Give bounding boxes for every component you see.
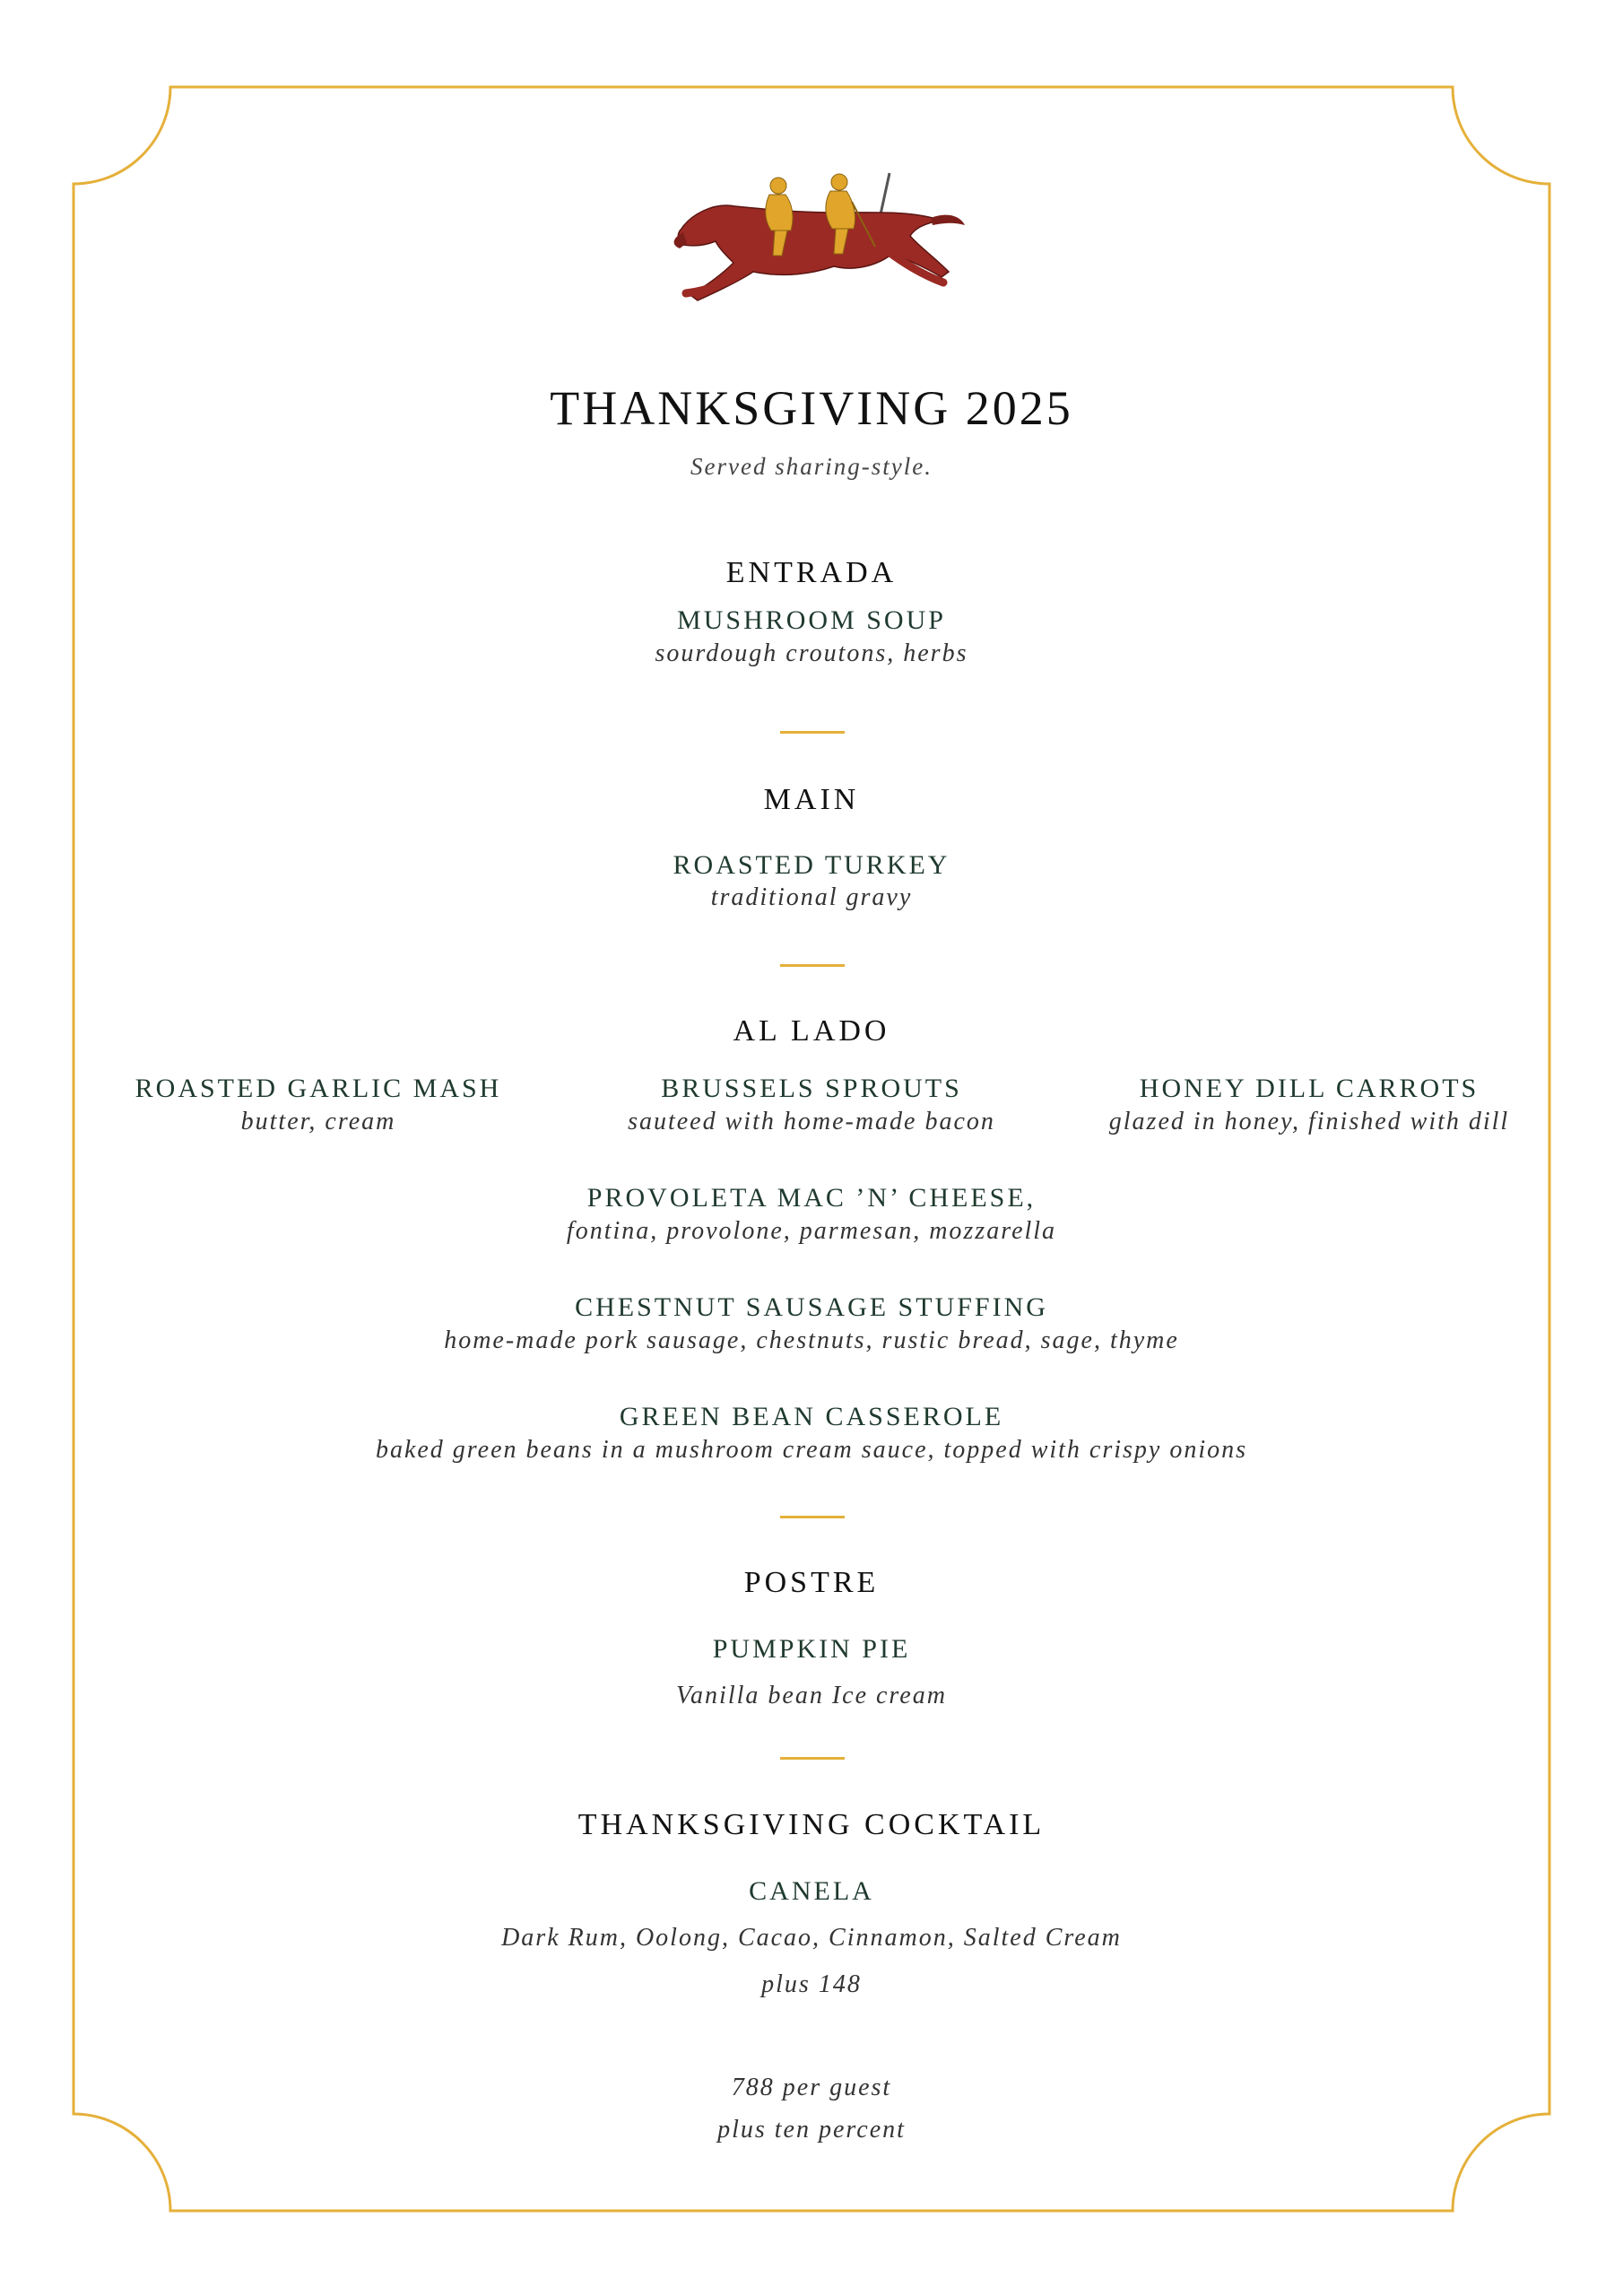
section-heading-entrada: ENTRADA [725, 556, 898, 589]
dish-description: home-made pork sausage, chestnuts, rustic bread, sage, thyme [444, 1326, 1179, 1354]
dish-name: PUMPKIN PIE [712, 1634, 911, 1664]
dish-description: glazed in honey, finished with dill [1108, 1108, 1510, 1135]
side-dish-item [1076, 1074, 1542, 1136]
dish-name: PROVOLETA MAC ’N’ CHEESE, [586, 1183, 1037, 1213]
dish-description: baked green beans in a mushroom cream sauce, topped with crispy onions [375, 1436, 1248, 1464]
dish-description: sauteed with home-made bacon [628, 1108, 995, 1135]
dish-description: butter, cream [240, 1108, 396, 1135]
dish-description: traditional gravy [710, 883, 913, 911]
dish-name: ROASTED GARLIC MASH [135, 1074, 502, 1103]
side-dish-item [574, 1074, 1049, 1136]
dish-name: MUSHROOM SOUP [677, 605, 946, 635]
service-charge: plus ten percent [717, 2116, 906, 2144]
divider [780, 731, 845, 734]
cocktail-price: plus 148 [761, 1970, 862, 1998]
dish-description: Dark Rum, Oolong, Cacao, Cinnamon, Salted Cream [501, 1924, 1122, 1952]
side-dish-item [117, 1074, 520, 1136]
section-heading-cocktail: THANKSGIVING COCKTAIL [577, 1808, 1046, 1841]
section-heading-main: MAIN [763, 783, 860, 816]
dish-name: GREEN BEAN CASSEROLE [619, 1402, 1004, 1431]
menu-title: THANKSGIVING 2025 [550, 381, 1073, 435]
divider [780, 964, 845, 967]
dish-description: sourdough croutons, herbs [655, 639, 968, 667]
polo-horse-riders-icon [664, 166, 968, 318]
divider [780, 1757, 845, 1760]
section-heading-al-lado: AL LADO [733, 1014, 890, 1048]
dish-description: Vanilla bean Ice cream [676, 1682, 947, 1709]
dish-name: ROASTED TURKEY [673, 850, 950, 880]
divider [780, 1516, 845, 1518]
section-heading-postre: POSTRE [743, 1566, 880, 1599]
dish-name: CANELA [749, 1876, 874, 1906]
dish-description: fontina, provolone, parmesan, mozzarella [566, 1217, 1057, 1245]
menu-subtitle: Served sharing-style. [690, 453, 933, 480]
price-per-guest: 788 per guest [731, 2074, 892, 2101]
dish-name: HONEY DILL CARROTS [1139, 1074, 1480, 1103]
dish-name: CHESTNUT SAUSAGE STUFFING [575, 1292, 1048, 1322]
dish-name: BRUSSELS SPROUTS [661, 1074, 962, 1103]
